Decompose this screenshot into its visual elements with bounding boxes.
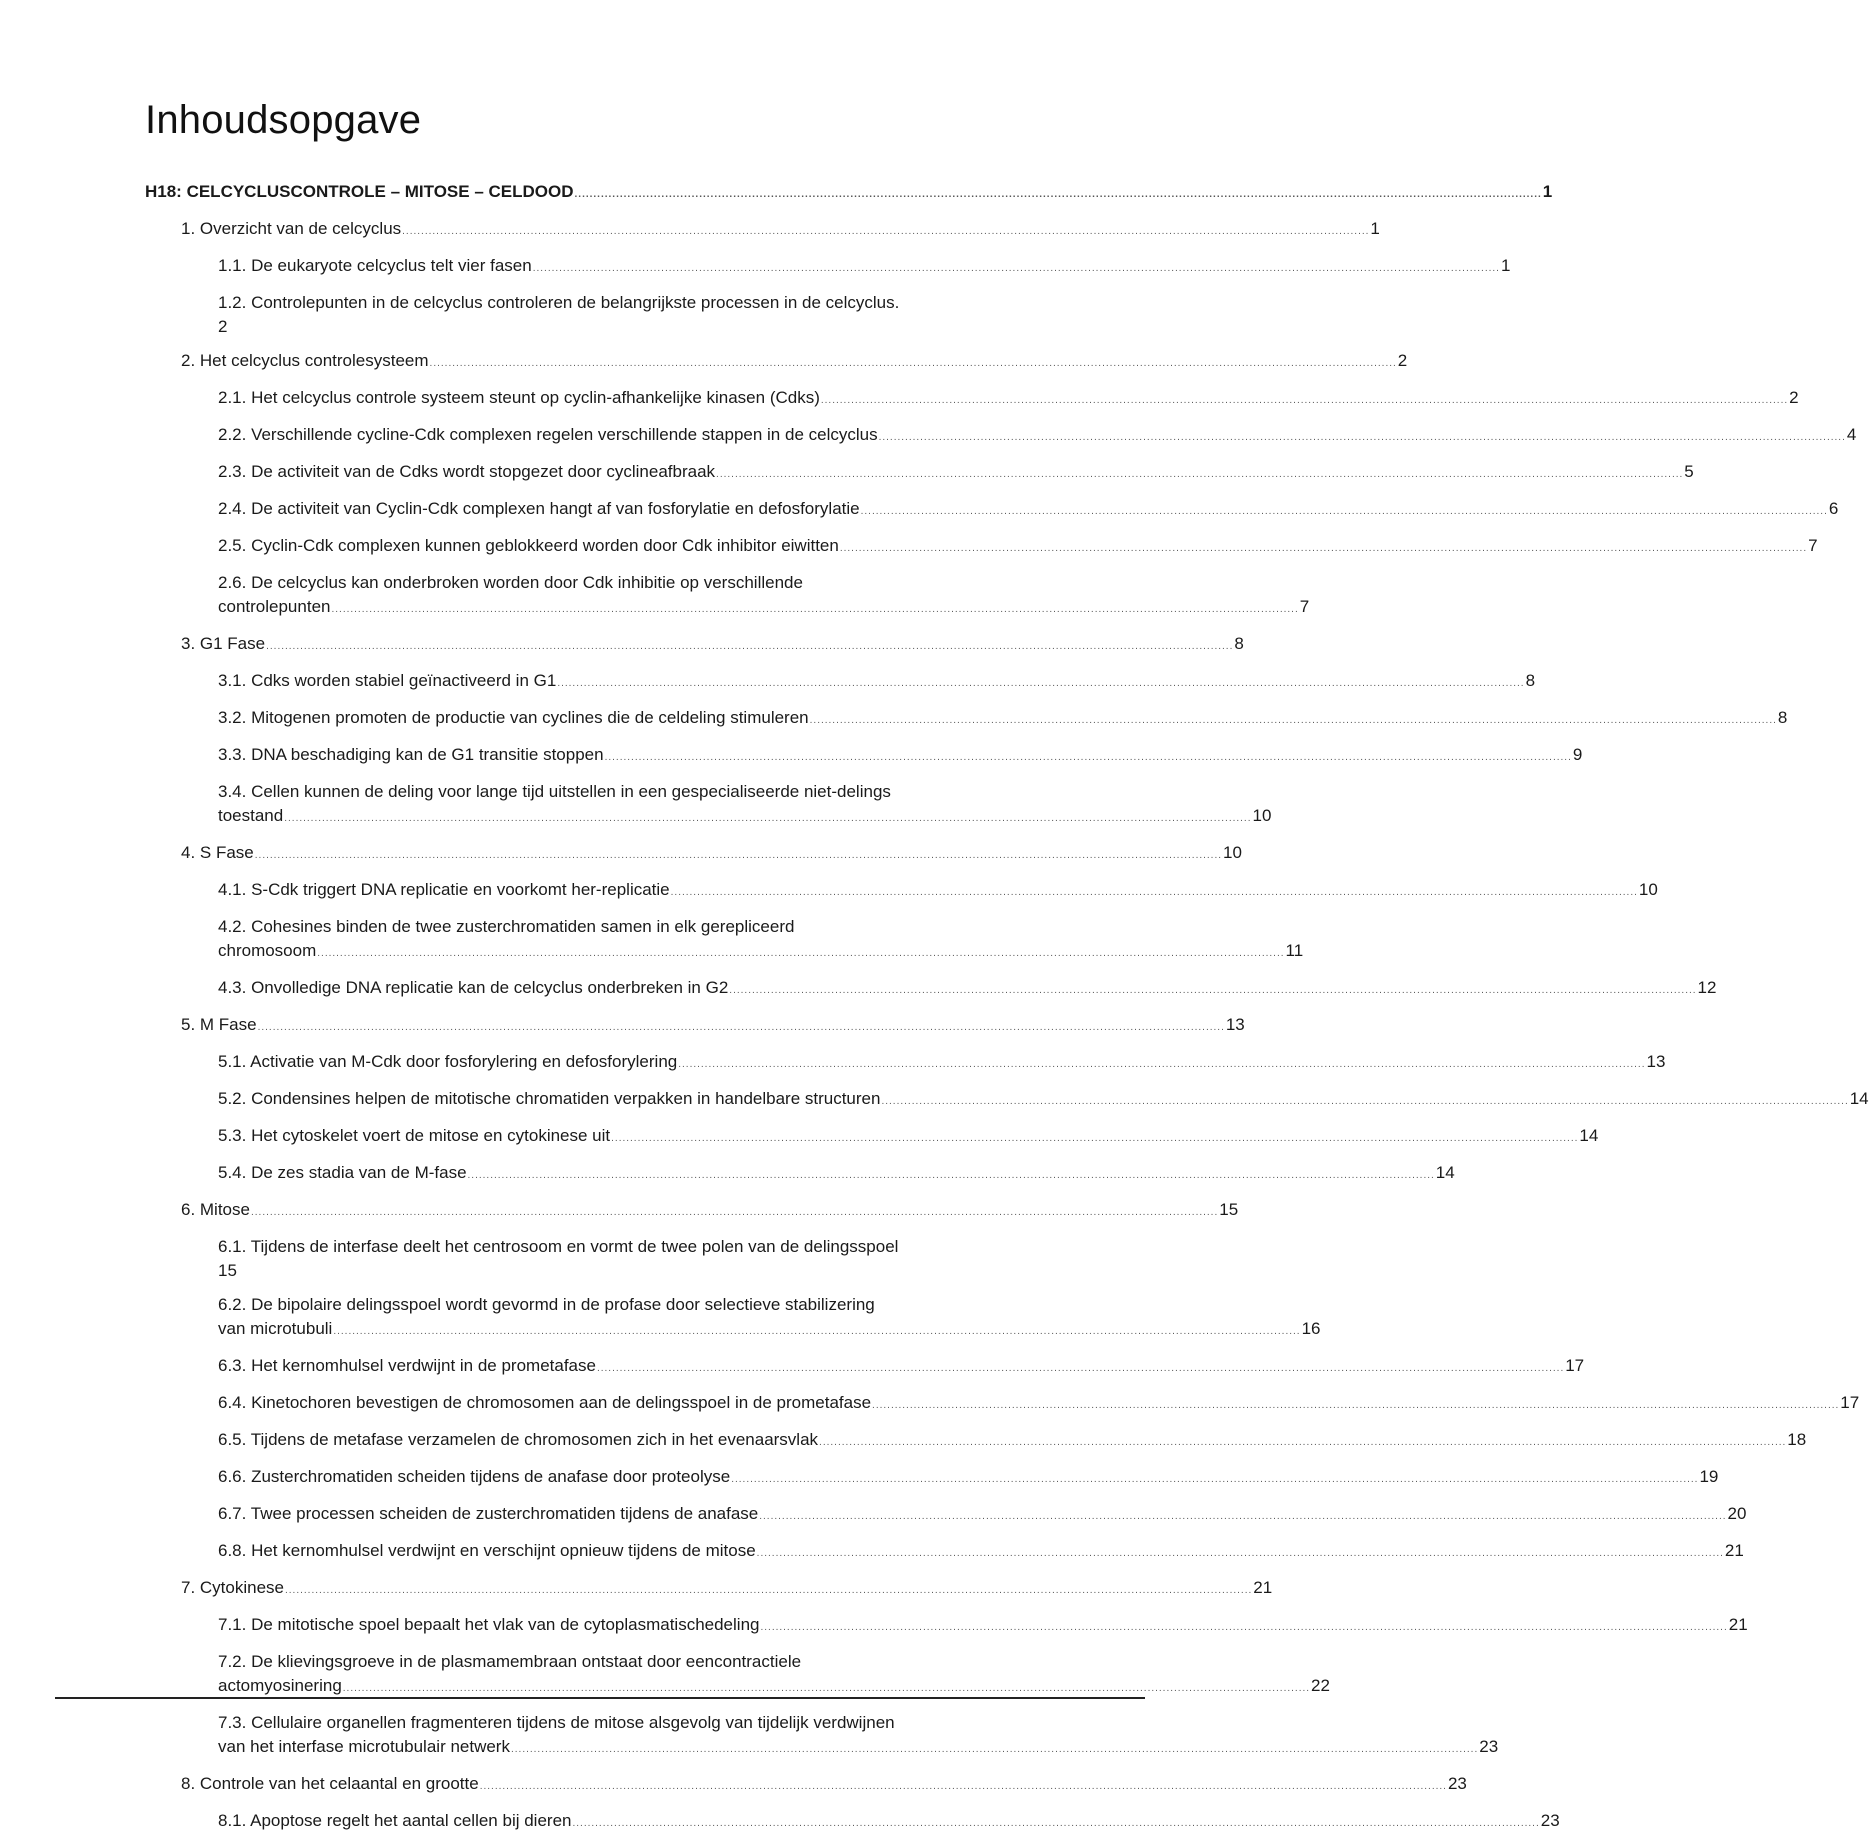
toc-page-number: 10 bbox=[1223, 843, 1242, 862]
toc-entry[interactable] bbox=[181, 1576, 1273, 1603]
dot-leader bbox=[557, 672, 1524, 696]
toc-entry-title: 1.2. Controlepunten in de celcyclus controleren de belangrijkste processen in de celcyclus. bbox=[218, 293, 900, 312]
toc-page-number: 1 bbox=[1500, 256, 1511, 275]
toc-page-number: 15 bbox=[218, 1261, 237, 1280]
toc-entry-title: 6.3. Het kernomhulsel verdwijnt in de prometafase bbox=[218, 1356, 596, 1375]
toc-page-number: 2 bbox=[1789, 388, 1799, 407]
dot-leader bbox=[480, 1775, 1447, 1799]
toc-entry-title-continued: van het interfase microtubulair netwerk bbox=[218, 1737, 510, 1756]
toc-entry-title-continued: actomyosinering bbox=[218, 1676, 342, 1695]
toc-entry-title: 5.1. Activatie van M-Cdk door fosforylering en defosforylering bbox=[218, 1052, 678, 1071]
toc-entry-title: 4.1. S-Cdk triggert DNA replicatie en voorkomt her-replicatie bbox=[218, 880, 670, 899]
toc-entry-title: 4. S Fase bbox=[181, 843, 254, 862]
toc-entry-title: 1.1. De eukaryote celcyclus telt vier fasen bbox=[218, 256, 532, 275]
toc-entry-title: 5.2. Condensines helpen de mitotische chromatiden verpakken in handelbare structuren bbox=[218, 1089, 881, 1108]
page-title: Inhoudsopgave bbox=[145, 98, 422, 142]
dot-leader bbox=[729, 979, 1696, 1003]
toc-page-number: 17 bbox=[1565, 1356, 1585, 1375]
toc-page-number: 23 bbox=[1540, 1811, 1560, 1830]
toc-entry-title: 7.2. De klievingsgroeve in de plasmamembraan ontstaat door eencontractiele bbox=[218, 1652, 802, 1671]
toc-page-number: 14 bbox=[1849, 1089, 1869, 1108]
dot-leader bbox=[317, 942, 1284, 966]
toc-entry[interactable] bbox=[218, 915, 1304, 966]
toc-entry-title: 5.4. De zes stadia van de M-fase bbox=[218, 1163, 467, 1182]
toc-entry[interactable] bbox=[218, 534, 1818, 561]
toc-entry[interactable] bbox=[218, 423, 1857, 450]
dot-leader bbox=[468, 1164, 1435, 1188]
toc-page-number: 8 bbox=[1525, 671, 1536, 690]
toc-page-number: 7 bbox=[1808, 536, 1818, 555]
toc-page-number: 2 bbox=[218, 317, 228, 336]
toc-entry[interactable] bbox=[218, 386, 1799, 413]
toc-entry[interactable] bbox=[181, 632, 1244, 659]
toc-entry-title: 2.5. Cyclin-Cdk complexen kunnen geblokkeerd worden door Cdk inhibitor eiwitten bbox=[218, 536, 839, 555]
dot-leader bbox=[821, 389, 1788, 413]
toc-entry-title: 6.7. Twee processen scheiden de zusterchromatiden tijdens de anafase bbox=[218, 1504, 759, 1523]
toc-entry[interactable] bbox=[181, 349, 1408, 376]
toc-entry-title: 7.1. De mitotische spoel bepaalt het vlak van de cytoplasmatischedeling bbox=[218, 1615, 760, 1634]
toc-entry-title-continued: controlepunten bbox=[218, 597, 331, 616]
dot-leader bbox=[881, 1090, 1848, 1114]
dot-leader bbox=[716, 463, 1683, 487]
toc-page-number: 14 bbox=[1579, 1126, 1599, 1145]
toc-page-number: 1 bbox=[1370, 219, 1380, 238]
toc-entry[interactable] bbox=[218, 780, 1272, 831]
toc-entry[interactable] bbox=[218, 1124, 1599, 1151]
toc-entry-title: 5. M Fase bbox=[181, 1015, 257, 1034]
toc-page-number: 15 bbox=[1219, 1200, 1239, 1219]
table-of-contents bbox=[145, 180, 1869, 1846]
toc-page-number: 20 bbox=[1727, 1504, 1747, 1523]
dot-leader bbox=[575, 183, 1542, 207]
toc-page-number: 7 bbox=[1299, 597, 1310, 616]
toc-entry[interactable] bbox=[218, 571, 1310, 622]
toc-page-number: 8 bbox=[1777, 708, 1788, 727]
toc-entry-title: 2.3. De activiteit van de Cdks wordt stopgezet door cyclineafbraak bbox=[218, 462, 716, 481]
toc-page-number: 21 bbox=[1728, 1615, 1748, 1634]
toc-entry-title: 6.5. Tijdens de metafase verzamelen de chromosomen zich in het evenaarsvlak bbox=[218, 1430, 819, 1449]
toc-entry[interactable] bbox=[218, 1539, 1744, 1566]
toc-entry-title: 1. Overzicht van de celcyclus bbox=[181, 219, 402, 238]
toc-entry[interactable] bbox=[181, 217, 1380, 244]
toc-entry-title-continued: chromosoom bbox=[218, 941, 317, 960]
toc-entry[interactable] bbox=[218, 706, 1788, 733]
dot-leader bbox=[678, 1053, 1645, 1077]
toc-entry[interactable] bbox=[218, 460, 1694, 487]
dot-leader bbox=[872, 1394, 1839, 1418]
toc-page-number: 14 bbox=[1435, 1163, 1455, 1182]
toc-page-number: 10 bbox=[1252, 806, 1272, 825]
toc-entry-title: 8.1. Apoptose regelt het aantal cellen bij dieren bbox=[218, 1811, 572, 1830]
toc-page-number: 13 bbox=[1646, 1052, 1666, 1071]
toc-entry-title: 3.3. DNA beschadiging kan de G1 transitie stoppen bbox=[218, 745, 604, 764]
toc-entry[interactable] bbox=[218, 743, 1583, 770]
toc-entry[interactable] bbox=[218, 878, 1658, 905]
toc-page-number: 4 bbox=[1846, 425, 1857, 444]
dot-leader bbox=[402, 220, 1369, 244]
dot-leader bbox=[251, 1201, 1218, 1225]
dot-leader bbox=[511, 1738, 1478, 1762]
dot-leader bbox=[840, 537, 1807, 561]
toc-entry-title: 4.3. Onvolledige DNA replicatie kan de celcyclus onderbreken in G2 bbox=[218, 978, 729, 997]
toc-entry[interactable] bbox=[181, 1013, 1245, 1040]
dot-leader bbox=[258, 1016, 1225, 1040]
toc-entry[interactable] bbox=[218, 976, 1717, 1003]
toc-page-number: 1 bbox=[1542, 182, 1553, 201]
toc-page-number: 12 bbox=[1697, 978, 1717, 997]
dot-leader bbox=[572, 1812, 1539, 1836]
toc-page-number: 9 bbox=[1572, 745, 1583, 764]
toc-page-number: 8 bbox=[1234, 634, 1244, 653]
toc-entry[interactable] bbox=[218, 1391, 1860, 1418]
dot-leader bbox=[757, 1542, 1724, 1566]
toc-page-number: 16 bbox=[1301, 1319, 1321, 1338]
toc-entry-title: 3.4. Cellen kunnen de deling voor lange tijd uitstellen in een gespecialiseerde niet-delings bbox=[218, 782, 891, 801]
dot-leader bbox=[759, 1505, 1726, 1529]
toc-entry-title: 7. Cytokinese bbox=[181, 1578, 284, 1597]
dot-leader bbox=[285, 1579, 1252, 1603]
toc-page-number: 22 bbox=[1311, 1676, 1330, 1695]
toc-entry-title: 5.3. Het cytoskelet voert de mitose en cytokinese uit bbox=[218, 1126, 611, 1145]
toc-page-number: 23 bbox=[1479, 1737, 1499, 1756]
dot-leader bbox=[879, 426, 1846, 450]
dot-leader bbox=[810, 709, 1777, 733]
toc-entry[interactable] bbox=[218, 254, 1511, 281]
toc-entry-title: 3. G1 Fase bbox=[181, 634, 266, 653]
dot-leader bbox=[533, 257, 1500, 281]
toc-page-number: 5 bbox=[1684, 462, 1694, 481]
dot-leader bbox=[333, 1320, 1300, 1344]
toc-entry-title: H18: CELCYCLUSCONTROLE – MITOSE – CELDOOD bbox=[145, 182, 574, 201]
toc-entry[interactable] bbox=[218, 1354, 1585, 1381]
toc-entry[interactable] bbox=[218, 1711, 1499, 1762]
toc-entry[interactable] bbox=[218, 1087, 1869, 1114]
toc-entry-title: 2.1. Het celcyclus controle systeem steunt op cyclin-afhankelijke kinasen (Cdks) bbox=[218, 388, 820, 407]
dot-leader bbox=[284, 807, 1251, 831]
dot-leader bbox=[731, 1468, 1698, 1492]
toc-entry-title: 7.3. Cellulaire organellen fragmenteren tijdens de mitose alsgevolg van tijdelijk verdwijnen bbox=[218, 1713, 895, 1732]
toc-entry-title: 8. Controle van het celaantal en grootte bbox=[181, 1774, 479, 1793]
dot-leader bbox=[266, 635, 1233, 659]
toc-entry[interactable] bbox=[218, 497, 1839, 524]
toc-entry[interactable] bbox=[218, 1613, 1748, 1640]
toc-entry-title: 6. Mitose bbox=[181, 1200, 250, 1219]
toc-entry-title: 6.2. De bipolaire delingsspoel wordt gevormd in de profase door selectieve stabilizering bbox=[218, 1295, 875, 1314]
toc-page-number: 13 bbox=[1225, 1015, 1245, 1034]
toc-entry-title: 2. Het celcyclus controlesysteem bbox=[181, 351, 429, 370]
dot-leader bbox=[430, 352, 1397, 376]
toc-entry[interactable] bbox=[218, 1809, 1560, 1836]
toc-entry-title: 4.2. Cohesines binden de twee zusterchromatiden samen in elk gerepliceerd bbox=[218, 917, 795, 936]
toc-page-number: 6 bbox=[1828, 499, 1839, 518]
toc-page-number: 21 bbox=[1724, 1541, 1744, 1560]
toc-entry-title-continued: van microtubuli bbox=[218, 1319, 333, 1338]
toc-page-number: 17 bbox=[1840, 1393, 1860, 1412]
toc-page-number: 2 bbox=[1397, 351, 1408, 370]
toc-entry[interactable] bbox=[181, 841, 1242, 868]
toc-entry[interactable] bbox=[218, 1050, 1666, 1077]
toc-page-number: 18 bbox=[1787, 1430, 1807, 1449]
toc-entry-title: 6.6. Zusterchromatiden scheiden tijdens de anafase door proteolyse bbox=[218, 1467, 731, 1486]
dot-leader bbox=[671, 881, 1638, 905]
toc-entry-title: 6.8. Het kernomhulsel verdwijnt en verschijnt opnieuw tijdens de mitose bbox=[218, 1541, 756, 1560]
toc-page-number: 21 bbox=[1253, 1578, 1273, 1597]
toc-entry-title: 6.1. Tijdens de interfase deelt het centrosoom en vormt de twee polen van de delingsspoel bbox=[218, 1237, 899, 1256]
toc-entry[interactable] bbox=[218, 1502, 1747, 1529]
toc-page-number: 23 bbox=[1447, 1774, 1467, 1793]
toc-entry-title: 3.2. Mitogenen promoten de productie van cyclines die de celdeling stimuleren bbox=[218, 708, 809, 727]
toc-entry[interactable] bbox=[218, 669, 1536, 696]
dot-leader bbox=[611, 1127, 1578, 1151]
toc-entry[interactable] bbox=[218, 1161, 1455, 1188]
toc-entry-title: 2.2. Verschillende cycline-Cdk complexen regelen verschillende stappen in de celcyclus bbox=[218, 425, 878, 444]
dot-leader bbox=[760, 1616, 1727, 1640]
toc-entry[interactable] bbox=[218, 1650, 1330, 1701]
toc-entry[interactable] bbox=[181, 1772, 1467, 1799]
dot-leader bbox=[605, 746, 1572, 770]
dot-leader bbox=[861, 500, 1828, 524]
toc-entry[interactable] bbox=[218, 291, 1057, 339]
footer-divider bbox=[55, 1697, 1145, 1699]
toc-entry[interactable] bbox=[218, 1293, 1321, 1344]
toc-entry[interactable] bbox=[218, 1465, 1719, 1492]
toc-entry-title: 3.1. Cdks worden stabiel geïnactiveerd in G1 bbox=[218, 671, 557, 690]
toc-entry-title: 2.4. De activiteit van Cyclin-Cdk complexen hangt af van fosforylatie en defosforylatie bbox=[218, 499, 860, 518]
dot-leader bbox=[255, 844, 1222, 868]
toc-entry-title: 2.6. De celcyclus kan onderbroken worden door Cdk inhibitie op verschillende bbox=[218, 573, 803, 592]
dot-leader bbox=[819, 1431, 1786, 1455]
toc-entry[interactable] bbox=[181, 1198, 1239, 1225]
toc-page-number: 10 bbox=[1638, 880, 1658, 899]
toc-entry-title-continued: toestand bbox=[218, 806, 284, 825]
toc-entry[interactable] bbox=[218, 1428, 1807, 1455]
toc-page-number: 19 bbox=[1699, 1467, 1719, 1486]
toc-entry[interactable] bbox=[218, 1235, 1057, 1283]
toc-entry-chapter[interactable] bbox=[145, 180, 1553, 207]
dot-leader bbox=[597, 1357, 1564, 1381]
toc-entry-title: 6.4. Kinetochoren bevestigen de chromosomen aan de delingsspoel in de prometafase bbox=[218, 1393, 872, 1412]
toc-page-number: 11 bbox=[1285, 941, 1304, 960]
dot-leader bbox=[331, 598, 1298, 622]
